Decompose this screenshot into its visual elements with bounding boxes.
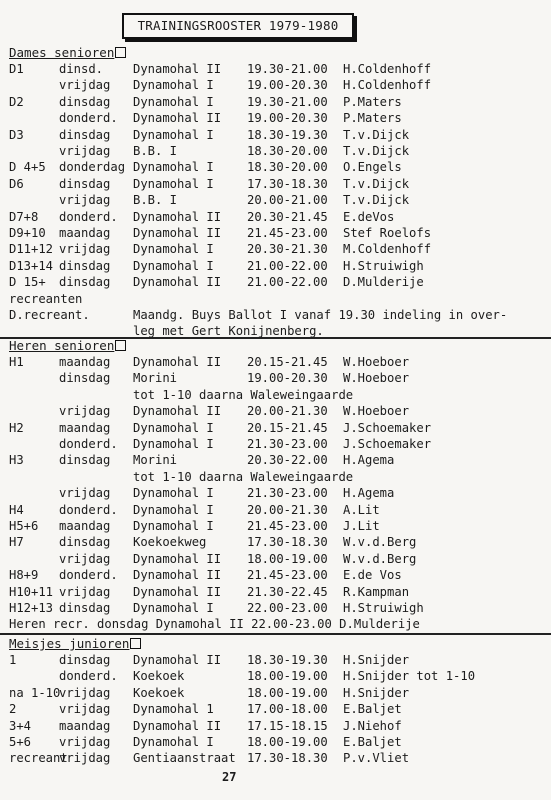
hall-cell: Dynamohal I <box>133 94 214 109</box>
schedule-row <box>0 452 551 468</box>
coach-cell: H.Coldenhoff <box>343 78 432 93</box>
day-cell: donderd. <box>59 502 118 517</box>
schedule-row <box>0 567 551 583</box>
checkbox-square-icon <box>130 638 141 649</box>
schedule-row <box>0 307 551 323</box>
hall-cell: Dynamohal I <box>133 519 214 533</box>
team-cell: D6 <box>9 176 24 191</box>
schedule-row <box>0 701 551 717</box>
schedule-row <box>0 420 551 436</box>
team-cell: 5+6 <box>9 735 32 749</box>
time-cell: 19.00-20.30 <box>247 371 328 386</box>
team-cell: D1 <box>9 62 24 76</box>
day-cell: donderd. <box>59 437 118 451</box>
day-cell: vrijdag <box>59 486 111 501</box>
note-cell: tot 1-10 daarna Waleweingaarde <box>133 469 354 484</box>
team-cell: recreant <box>9 751 68 766</box>
schedule-row <box>0 209 551 225</box>
schedule-row <box>0 518 551 534</box>
hall-cell: Dynamohal I <box>133 735 214 749</box>
coach-cell: A.Lit <box>343 502 380 517</box>
team-cell: D7+8 <box>9 209 39 224</box>
day-cell: maandag <box>59 718 111 733</box>
section-heading-label: Meisjes junioren <box>9 636 130 651</box>
schedule-row <box>0 159 551 175</box>
coach-cell: H.Coldenhoff <box>343 62 432 76</box>
schedule-row <box>0 734 551 750</box>
section-heading <box>9 338 126 354</box>
day-cell: dinsdag <box>59 176 111 191</box>
schedule-row <box>0 668 551 684</box>
schedule-row <box>0 143 551 159</box>
time-cell: 19.00-20.30 <box>247 78 328 93</box>
time-cell: 20.30-21.30 <box>247 242 328 257</box>
team-cell: H10+11 <box>9 584 54 599</box>
time-cell: 21.30-22.45 <box>247 584 328 599</box>
time-cell: 18.30-20.00 <box>247 144 328 158</box>
team-cell: H1 <box>9 355 24 369</box>
section-divider <box>0 633 551 635</box>
day-cell: vrijdag <box>59 735 111 749</box>
coach-cell: E.Baljet <box>343 702 402 717</box>
coach-cell: E.de Vos <box>343 568 402 583</box>
day-cell: dinsdag <box>59 258 111 273</box>
section-heading-label: Heren senioren <box>9 338 115 353</box>
coach-cell: J.Niehof <box>343 718 402 733</box>
hall-cell: Dynamohal II <box>133 404 222 419</box>
coach-cell: W.v.d.Berg <box>343 551 417 566</box>
hall-cell: Dynamohal I <box>133 78 214 93</box>
hall-cell: Dynamohal II <box>133 226 222 240</box>
schedule-row <box>0 291 551 307</box>
time-cell: 17.30-18.30 <box>247 176 328 191</box>
time-cell: 17.00-18.00 <box>247 702 328 717</box>
day-cell: dinsdag <box>59 371 111 386</box>
team-cell: 1 <box>9 653 17 667</box>
section-heading <box>9 45 126 61</box>
hall-cell: Dynamohal I <box>133 502 214 517</box>
schedule-row <box>0 225 551 241</box>
time-cell: 18.30-19.30 <box>247 127 328 142</box>
hall-cell: Dynamohal I <box>133 242 214 257</box>
time-cell: 20.15-21.45 <box>247 355 328 369</box>
coach-cell: P.v.Vliet <box>343 751 410 766</box>
team-cell: D2 <box>9 94 24 109</box>
day-cell: vrijdag <box>59 702 111 717</box>
hall-cell: Koekoek <box>133 685 185 700</box>
hall-cell: Dynamohal II <box>133 275 222 290</box>
coach-cell: W.Hoeboer <box>343 355 410 369</box>
hall-cell: Dynamohal II <box>133 209 222 224</box>
hall-cell: Dynamohal I <box>133 127 214 142</box>
team-cell: recreanten <box>9 291 83 306</box>
hall-cell: Dynamohal II <box>133 111 222 126</box>
day-cell: dinsdag <box>59 601 111 615</box>
hall-cell: Dynamohal II <box>133 718 222 733</box>
schedule-row <box>0 94 551 110</box>
day-cell: vrijdag <box>59 242 111 257</box>
day-cell: vrijdag <box>59 685 111 700</box>
schedule-row <box>0 469 551 485</box>
day-cell: donderdag <box>59 160 126 175</box>
day-cell: donderd. <box>59 568 118 583</box>
schedule-row <box>0 485 551 501</box>
section-heading-label: Dames senioren <box>9 45 115 60</box>
coach-cell: H.Snijder <box>343 685 410 700</box>
schedule-row <box>0 616 551 632</box>
schedule-row <box>0 718 551 734</box>
time-cell: 17.30-18.30 <box>247 751 328 766</box>
hall-cell: Dynamohal I <box>133 601 214 615</box>
time-cell: 19.30-21.00 <box>247 94 328 109</box>
time-cell: 21.45-23.00 <box>247 568 328 583</box>
day-cell: dinsdag <box>59 653 111 667</box>
section-heading <box>9 636 141 652</box>
hall-cell: Morini <box>133 453 178 468</box>
time-cell: 17.15-18.15 <box>247 718 328 733</box>
hall-cell: Dynamohal II <box>133 355 222 369</box>
note-cell: tot 1-10 daarna Waleweingaarde <box>133 387 354 402</box>
schedule-row <box>0 600 551 616</box>
schedule-row <box>0 534 551 550</box>
team-cell: 2 <box>9 702 17 717</box>
team-cell: H5+6 <box>9 519 39 533</box>
coach-cell: J.Schoemaker <box>343 437 432 451</box>
team-cell: H2 <box>9 420 24 435</box>
time-cell: 18.00-19.00 <box>247 735 328 749</box>
day-cell: maandag <box>59 226 111 240</box>
schedule-row <box>0 387 551 403</box>
time-cell: 21.45-23.00 <box>247 519 328 533</box>
day-cell: donderd. <box>59 111 118 126</box>
schedule-row <box>0 584 551 600</box>
day-cell: dinsdag <box>59 453 111 468</box>
schedule-row <box>0 750 551 766</box>
checkbox-square-icon <box>115 340 126 351</box>
coach-cell: W.Hoeboer <box>343 404 410 419</box>
team-cell: D3 <box>9 127 24 142</box>
day-cell: dinsdag <box>59 94 111 109</box>
coach-cell: T.v.Dijck <box>343 127 410 142</box>
schedule-row <box>0 502 551 518</box>
team-cell: D 4+5 <box>9 160 46 175</box>
day-cell: maandag <box>59 420 111 435</box>
time-cell: 19.00-20.30 <box>247 111 328 126</box>
coach-cell: H.Struiwigh <box>343 258 424 273</box>
hall-cell: Dynamohal II <box>133 584 222 599</box>
schedule-row <box>0 77 551 93</box>
team-cell: 3+4 <box>9 718 32 733</box>
time-cell: 17.30-18.30 <box>247 535 328 550</box>
schedule-line: Heren recr. donsdag Dynamohal II 22.00-23.00 D.Mulderije <box>9 617 420 632</box>
hall-cell: Dynamohal II <box>133 568 222 583</box>
coach-cell: W.v.d.Berg <box>343 535 417 550</box>
team-cell: D9+10 <box>9 226 46 240</box>
hall-cell: Morini <box>133 371 178 386</box>
time-cell: 20.00-21.00 <box>247 193 328 208</box>
time-cell: 20.30-22.00 <box>247 453 328 468</box>
hall-cell: Gentiaanstraat <box>133 751 236 766</box>
time-cell: 20.00-21.30 <box>247 404 328 419</box>
day-cell: dinsdag <box>59 535 111 550</box>
time-cell: 21.30-23.00 <box>247 437 328 451</box>
page-title: TRAININGSROOSTER 1979-1980 <box>122 13 354 39</box>
checkbox-square-icon <box>115 47 126 58</box>
team-cell: D.recreant. <box>9 308 90 322</box>
day-cell: vrijdag <box>59 78 111 93</box>
hall-cell: B.B. I <box>133 193 178 208</box>
schedule-row <box>0 241 551 257</box>
coach-cell: H.Snijder tot 1-10 <box>343 669 476 684</box>
schedule-row <box>0 258 551 274</box>
coach-cell: H.Snijder <box>343 653 410 667</box>
hall-cell: Dynamohal II <box>133 62 222 76</box>
day-cell: maandag <box>59 519 111 533</box>
coach-cell: J.Schoemaker <box>343 420 432 435</box>
day-cell: vrijdag <box>59 584 111 599</box>
team-cell: D 15+ <box>9 275 46 290</box>
time-cell: 18.30-19.30 <box>247 653 328 667</box>
coach-cell: H.Agema <box>343 486 395 501</box>
time-cell: 21.30-23.00 <box>247 486 328 501</box>
day-cell: dinsdag <box>59 275 111 290</box>
schedule-row <box>0 403 551 419</box>
hall-cell: Dynamohal I <box>133 160 214 175</box>
coach-cell: J.Lit <box>343 519 380 533</box>
coach-cell: E.Baljet <box>343 735 402 749</box>
team-cell: D13+14 <box>9 258 54 273</box>
day-cell: vrijdag <box>59 751 111 766</box>
schedule-row <box>0 127 551 143</box>
time-cell: 18.00-19.00 <box>247 685 328 700</box>
time-cell: 21.00-22.00 <box>247 275 328 290</box>
schedule-row <box>0 192 551 208</box>
coach-cell: W.Hoeboer <box>343 371 410 386</box>
hall-cell: Dynamohal I <box>133 486 214 501</box>
schedule-row <box>0 551 551 567</box>
coach-cell: P.Maters <box>343 94 402 109</box>
hall-cell: Dynamohal I <box>133 420 214 435</box>
hall-cell: Koekoek <box>133 669 185 684</box>
day-cell: vrijdag <box>59 144 111 158</box>
day-cell: dinsd. <box>59 62 104 76</box>
coach-cell: Stef Roelofs <box>343 226 432 240</box>
team-cell: H12+13 <box>9 601 54 615</box>
schedule-row <box>0 354 551 370</box>
hall-cell: B.B. I <box>133 144 178 158</box>
hall-cell: Dynamohal II <box>133 551 222 566</box>
hall-cell: Dynamohal I <box>133 176 214 191</box>
day-cell: vrijdag <box>59 404 111 419</box>
schedule-row <box>0 370 551 386</box>
schedule-row <box>0 436 551 452</box>
team-cell: H8+9 <box>9 568 39 583</box>
hall-cell: Koekoekweg <box>133 535 207 550</box>
coach-cell: H.Agema <box>343 453 395 468</box>
coach-cell: H.Struiwigh <box>343 601 424 615</box>
time-cell: 20.00-21.30 <box>247 502 328 517</box>
time-cell: 18.00-19.00 <box>247 669 328 684</box>
time-cell: 22.00-23.00 <box>247 601 328 615</box>
team-cell: H4 <box>9 502 24 517</box>
day-cell: vrijdag <box>59 551 111 566</box>
hall-cell: Dynamohal I <box>133 258 214 273</box>
day-cell: donderd. <box>59 669 118 684</box>
team-cell: na 1-10 <box>9 685 61 700</box>
day-cell: maandag <box>59 355 111 369</box>
schedule-row <box>0 274 551 290</box>
coach-cell: T.v.Dijck <box>343 176 410 191</box>
hall-cell: Dynamohal 1 <box>133 702 214 717</box>
team-cell: H7 <box>9 535 24 550</box>
coach-cell: T.v.Dijck <box>343 193 410 208</box>
time-cell: 18.30-20.00 <box>247 160 328 175</box>
hall-cell: Dynamohal II <box>133 653 222 667</box>
coach-cell: M.Coldenhoff <box>343 242 432 257</box>
schedule-row <box>0 685 551 701</box>
coach-cell: P.Maters <box>343 111 402 126</box>
page-number: 27 <box>222 770 237 784</box>
team-cell: H3 <box>9 453 24 468</box>
hall-cell: Dynamohal I <box>133 437 214 451</box>
time-cell: 20.15-21.45 <box>247 420 328 435</box>
schedule-row <box>0 110 551 126</box>
note-cell: leg met Gert Konijnenberg. <box>133 324 324 339</box>
schedule-row <box>0 61 551 77</box>
coach-cell: R.Kampman <box>343 584 410 599</box>
day-cell: dinsdag <box>59 127 111 142</box>
day-cell: vrijdag <box>59 193 111 208</box>
coach-cell: O.Engels <box>343 160 402 175</box>
time-cell: 21.00-22.00 <box>247 258 328 273</box>
coach-cell: T.v.Dijck <box>343 144 410 158</box>
note-cell: Maandg. Buys Ballot I vanaf 19.30 indeling in over- <box>133 308 508 322</box>
time-cell: 20.30-21.45 <box>247 209 328 224</box>
coach-cell: E.deVos <box>343 209 395 224</box>
schedule-row <box>0 176 551 192</box>
day-cell: donderd. <box>59 209 118 224</box>
time-cell: 18.00-19.00 <box>247 551 328 566</box>
team-cell: D11+12 <box>9 242 54 257</box>
coach-cell: D.Mulderije <box>343 275 424 290</box>
schedule-row <box>0 652 551 668</box>
time-cell: 19.30-21.00 <box>247 62 328 76</box>
time-cell: 21.45-23.00 <box>247 226 328 240</box>
